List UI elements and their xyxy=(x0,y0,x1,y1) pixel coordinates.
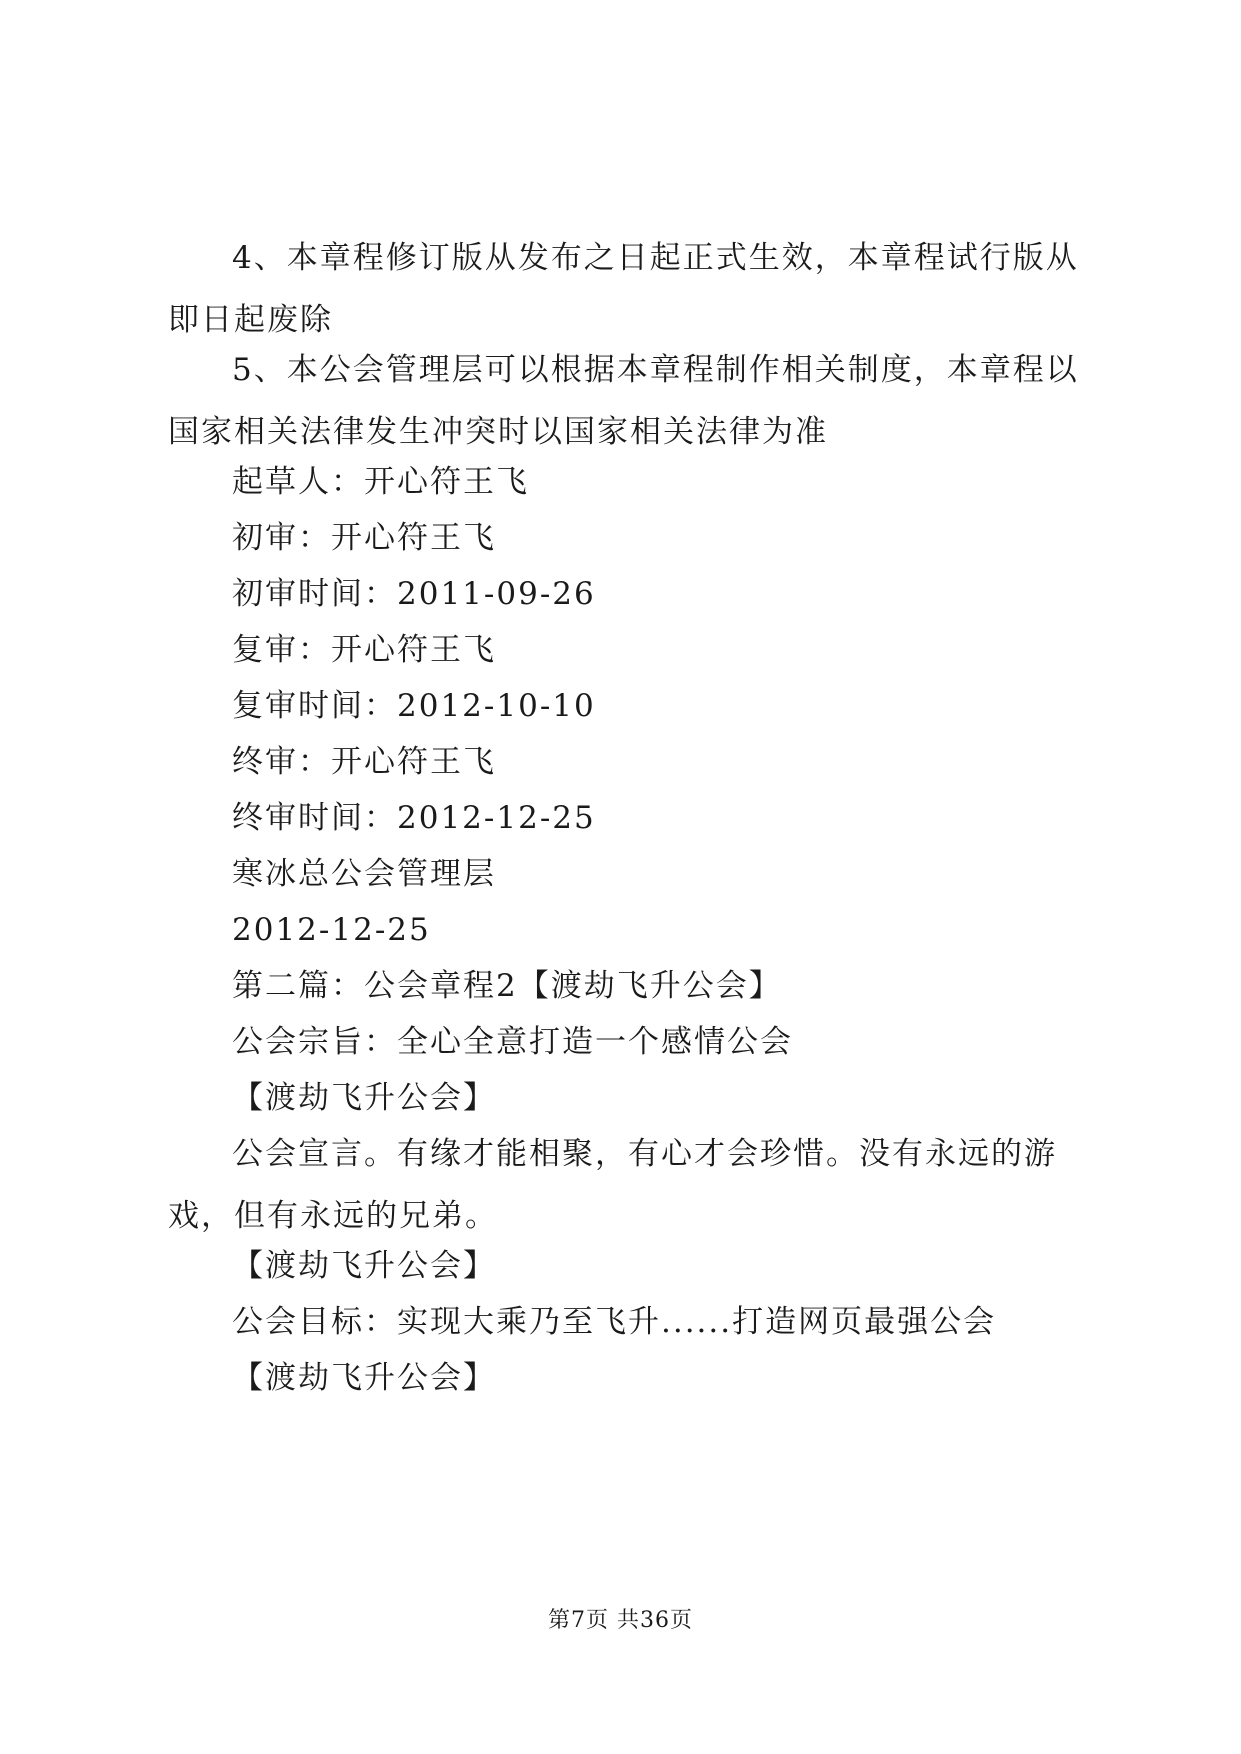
paragraph-4: 4、本章程修订版从发布之日起正式生效，本章程试行版从即日起废除 xyxy=(168,240,1079,338)
final-review-line: 终审：开心符王飞 xyxy=(232,744,496,780)
guild-purpose-line: 公会宗旨：全心全意打造一个感情公会 xyxy=(232,1024,793,1060)
drafter-line: 起草人：开心符王飞 xyxy=(232,464,529,500)
guild-name-line: 【渡劫飞升公会】 xyxy=(232,1080,496,1116)
issue-date-line: 2012-12-25 xyxy=(232,912,431,948)
guild-declaration-paragraph: 公会宣言。有缘才能相聚，有心才会珍惜。没有永远的游戏，但有永远的兄弟。 xyxy=(168,1136,1057,1234)
guild-goal-line: 公会目标：实现大乘乃至飞升......打造网页最强公会 xyxy=(232,1304,997,1340)
page-footer: 第7页 共36页 xyxy=(548,1608,693,1633)
first-review-line: 初审：开心符王飞 xyxy=(232,520,496,556)
section-heading: 第二篇：公会章程2【渡劫飞升公会】 xyxy=(232,968,782,1004)
first-review-date-line: 初审时间：2011-09-26 xyxy=(232,576,596,612)
second-review-date-line: 复审时间：2012-10-10 xyxy=(232,688,596,724)
guild-name-line: 【渡劫飞升公会】 xyxy=(232,1360,496,1396)
guild-name-line: 【渡劫飞升公会】 xyxy=(232,1248,496,1284)
paragraph-5: 5、本公会管理层可以根据本章程制作相关制度，本章程以国家相关法律发生冲突时以国家相关法律为准 xyxy=(168,352,1079,450)
issuer-line: 寒冰总公会管理层 xyxy=(232,856,496,892)
final-review-date-line: 终审时间：2012-12-25 xyxy=(232,800,596,836)
second-review-line: 复审：开心符王飞 xyxy=(232,632,496,668)
